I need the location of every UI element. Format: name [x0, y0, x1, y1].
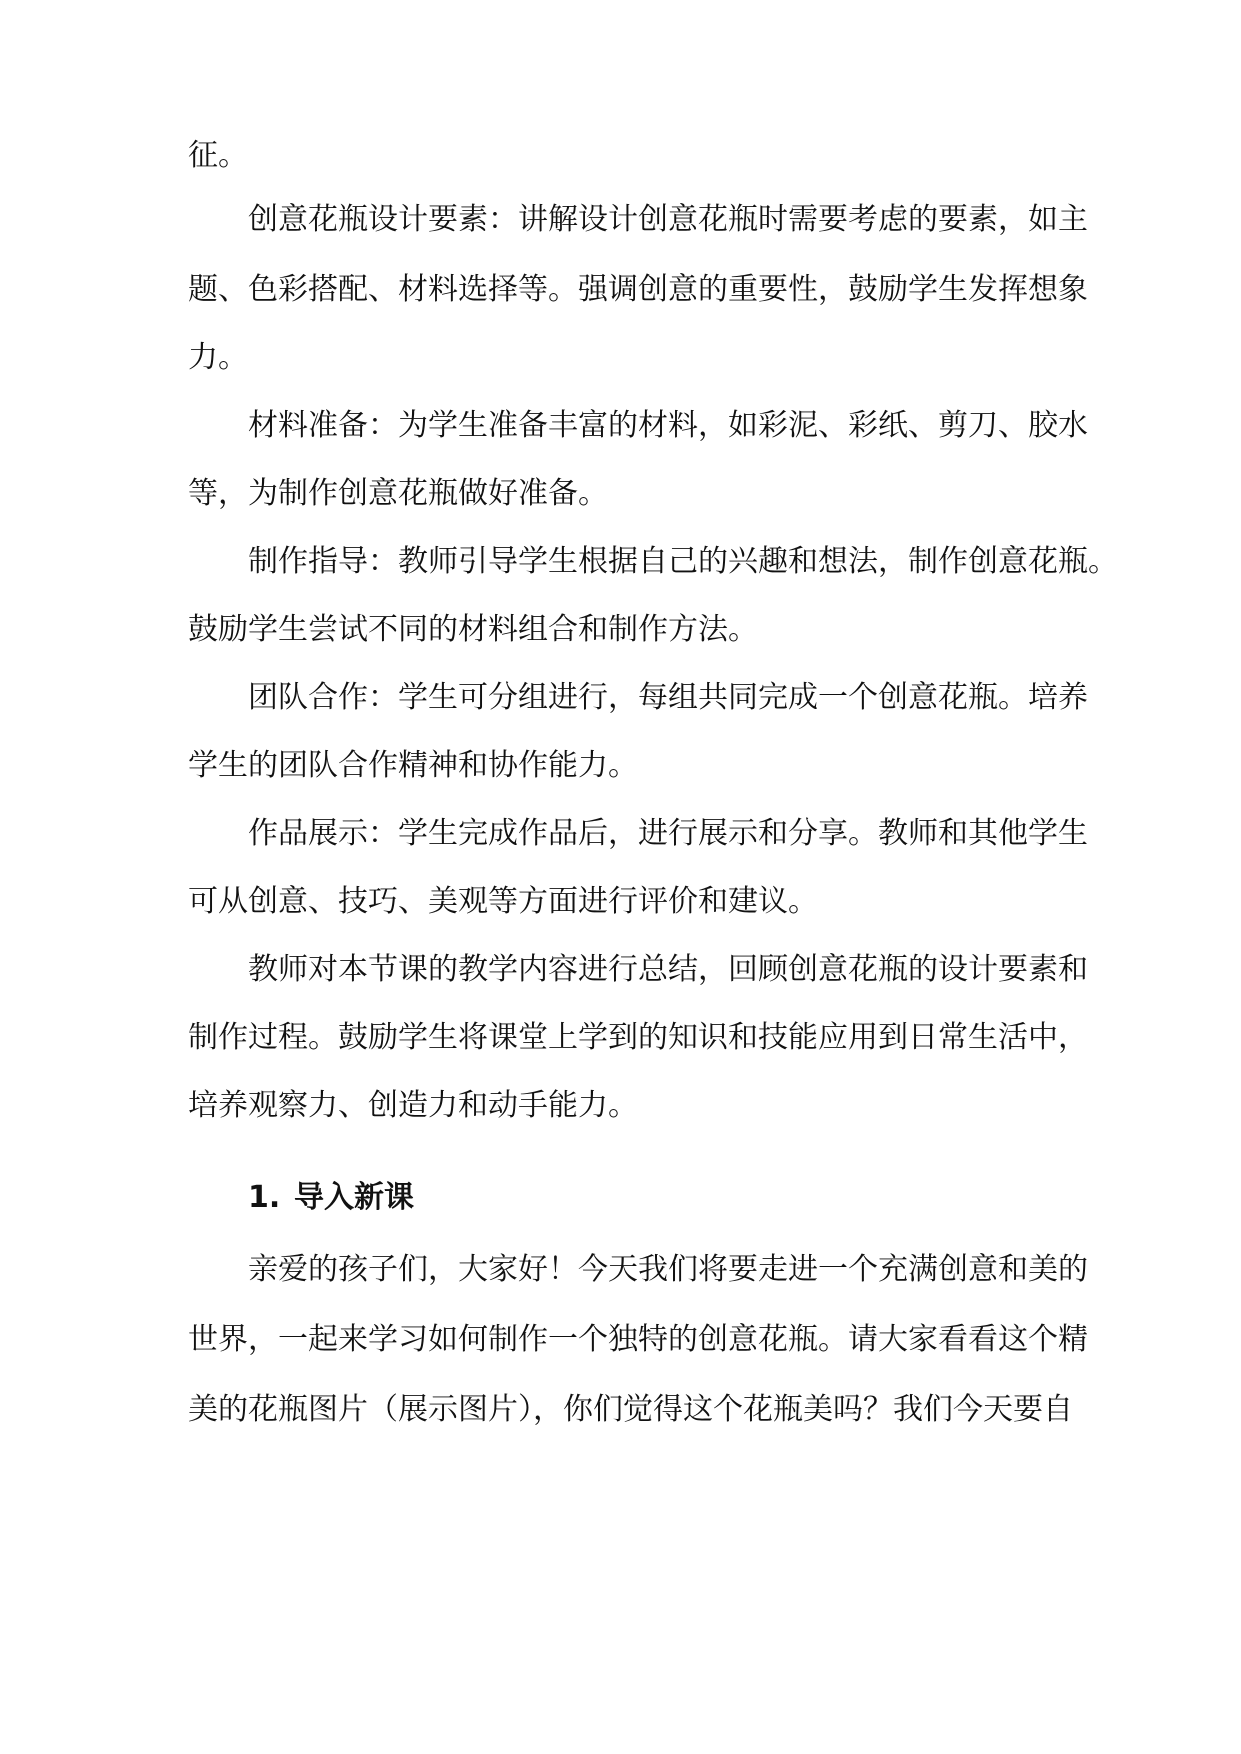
text-line: 创意花瓶设计要素：讲解设计创意花瓶时需要考虑的要素，如主: [248, 202, 1088, 237]
text-line: 征。: [188, 138, 248, 173]
text-line: 等，为制作创意花瓶做好准备。: [188, 476, 608, 511]
section-number: 1.: [248, 1180, 281, 1215]
text-line: 制作过程。鼓励学生将课堂上学到的知识和技能应用到日常生活中，: [188, 1020, 1088, 1055]
text-line: 题、色彩搭配、材料选择等。强调创意的重要性，鼓励学生发挥想象: [188, 272, 1088, 307]
text-line: 亲爱的孩子们，大家好！今天我们将要走进一个充满创意和美的: [248, 1252, 1088, 1287]
text-line: 教师对本节课的教学内容进行总结，回顾创意花瓶的设计要素和: [248, 952, 1088, 987]
section-title: 导入新课: [294, 1180, 414, 1215]
text-line: 鼓励学生尝试不同的材料组合和制作方法。: [188, 612, 758, 647]
text-line: 作品展示：学生完成作品后，进行展示和分享。教师和其他学生: [248, 816, 1088, 851]
text-line: 团队合作：学生可分组进行，每组共同完成一个创意花瓶。培养: [248, 680, 1088, 715]
text-line: 力。: [188, 340, 248, 375]
text-line: 美的花瓶图片（展示图片），你们觉得这个花瓶美吗？我们今天要自: [188, 1392, 1073, 1427]
text-line: 学生的团队合作精神和协作能力。: [188, 748, 638, 783]
text-line: 可从创意、技巧、美观等方面进行评价和建议。: [188, 884, 818, 919]
text-line: 世界，一起来学习如何制作一个独特的创意花瓶。请大家看看这个精: [188, 1322, 1088, 1357]
text-line: 制作指导：教师引导学生根据自己的兴趣和想法，制作创意花瓶。: [248, 544, 1118, 579]
section-heading: [248, 1178, 414, 1218]
text-line: 材料准备：为学生准备丰富的材料，如彩泥、彩纸、剪刀、胶水: [248, 408, 1088, 443]
text-line: 培养观察力、创造力和动手能力。: [188, 1088, 638, 1123]
